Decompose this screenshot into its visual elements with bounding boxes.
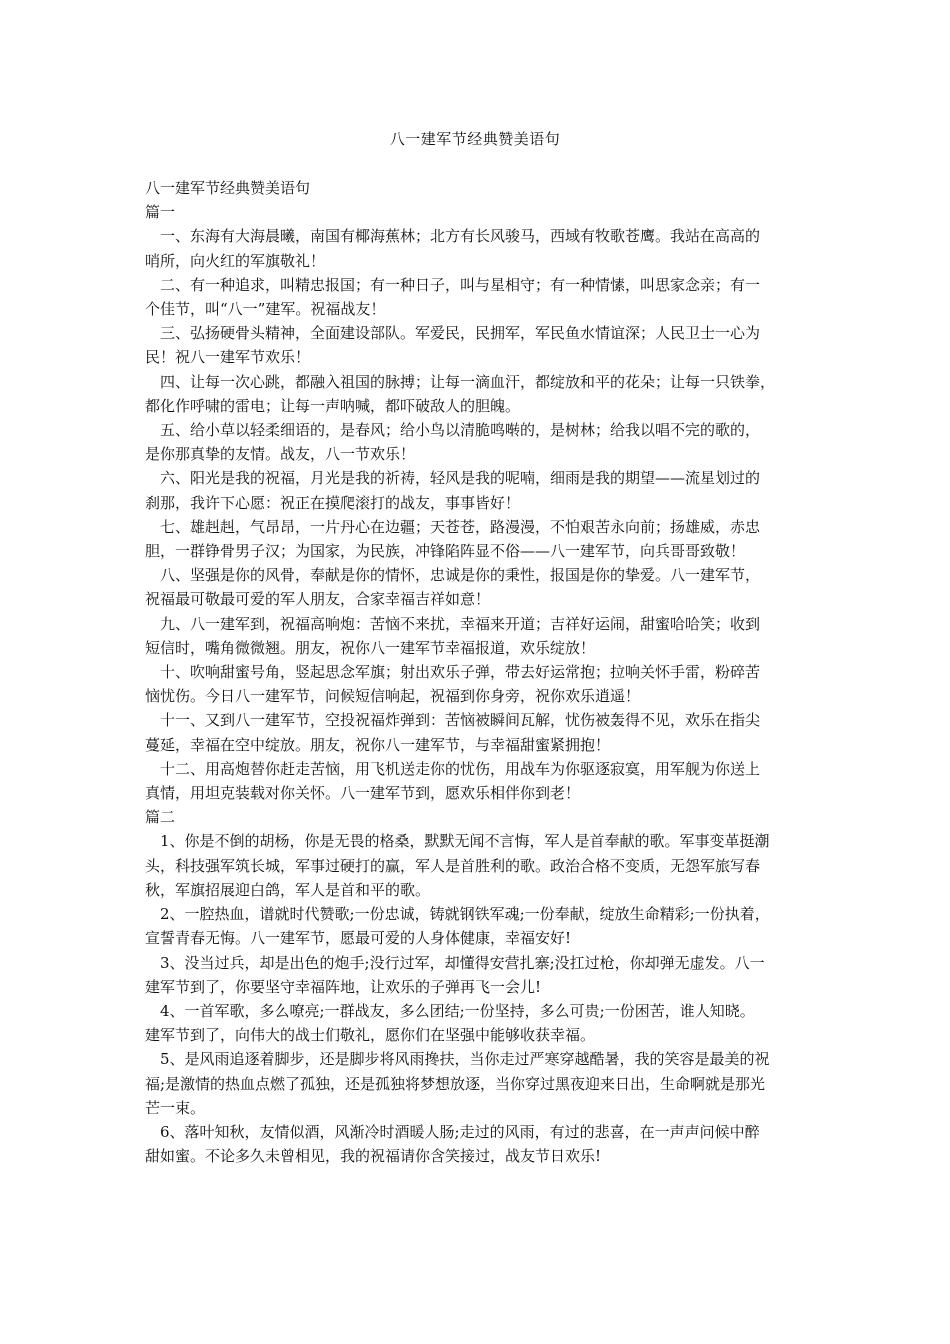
paragraph-line: 四、让每一次心跳，都融入祖国的脉搏；让每一滴血汗，都绽放和平的花朵；让每一只铁拳， [160, 372, 776, 391]
paragraph [145, 224, 805, 272]
paragraph-line: 蔓延，幸福在空中绽放。朋友，祝你八一建军节，与幸福甜蜜紧拥抱！ [145, 735, 611, 754]
paragraph [145, 370, 805, 418]
paragraph-line: 4、一首军歌，多么嘹亮;一群战友，多么团结;一份坚持，多么可贵;一份困苦，谁人知晓。 [160, 1001, 755, 1020]
paragraph-line: 九、八一建军到，祝福高响炮：苦恼不来扰，幸福来开道；吉祥好运闹，甜蜜哈哈笑；收到 [160, 614, 761, 633]
paragraph-line: 头，科技强军筑长城，军事过硬打的赢，军人是首胜利的歌。政治合格不变质，无怨军旅写春 [145, 856, 761, 875]
paragraph-line: 1、你是不倒的胡杨，你是无畏的格桑，默默无闻不言悔，军人是首奉献的歌。军事变革挺潮 [160, 832, 770, 851]
paragraph [145, 1047, 805, 1120]
section-heading: 篇二 [145, 808, 176, 827]
document-title: 八一建军节经典赞美语句 [389, 130, 561, 148]
paragraph [145, 757, 805, 805]
paragraph-line: 哨所，向火红的军旗敬礼！ [145, 251, 326, 270]
paragraph-line: 芒一束。 [145, 1098, 206, 1117]
paragraph-line: 十、吹响甜蜜号角，竖起思念军旗；射出欢乐子弹，带去好运常抱；拉响关怀手雷，粉碎苦 [160, 663, 761, 682]
paragraph-line: 祝福最可敬最可爱的军人朋友，合家幸福吉祥如意！ [145, 590, 491, 609]
paragraph-line: 6、落叶知秋，友情似酒，风渐冷时酒暖人肠;走过的风雨，有过的悲喜，在一声声问候中醉 [160, 1122, 760, 1141]
paragraph-line: 短信时，嘴角微微翘。朋友，祝你八一建军节幸福报道，欢乐绽放！ [145, 638, 596, 657]
paragraph-line: 六、阳光是我的祝福，月光是我的祈祷，轻风是我的呢喃，细雨是我的期望——流星划过的 [160, 469, 761, 488]
paragraph [145, 418, 805, 466]
paragraph-line: 福;是激情的热血点燃了孤独，还是孤独将梦想放逐，当你穿过黑夜迎来日出，生命啊就是那光 [145, 1074, 766, 1093]
paragraph-line: 刹那，我许下心愿：祝正在摸爬滚打的战友，事事皆好！ [145, 493, 521, 512]
paragraph-line: 二、有一种追求，叫精忠报国；有一种日子，叫与星相守；有一种情愫，叫思家念亲；有一 [160, 275, 761, 294]
paragraph-line: 甜如蜜。不论多久未曾相见，我的祝福请你含笑接过，战友节日欢乐! [145, 1147, 602, 1166]
paragraph-line: 民！祝八一建军节欢乐！ [145, 348, 311, 367]
paragraph [145, 829, 805, 902]
paragraph-line: 秋，军旗招展迎白鸽，军人是首和平的歌。 [145, 880, 431, 899]
paragraph-line: 真情，用坦克装载对你关怀。八一建军节到，愿欢乐相伴你到老！ [145, 784, 581, 803]
paragraph-line: 一、东海有大海晨曦，南国有椰海蕉林；北方有长风骏马，西域有牧歌苍鹰。我站在高高的 [160, 227, 761, 246]
paragraph-line: 十二、用高炮替你赶走苦恼，用飞机送走你的忧伤，用战车为你驱逐寂寞，用军舰为你送上 [160, 759, 761, 778]
section-heading: 篇一 [145, 203, 176, 222]
paragraph-line: 2、一腔热血，谱就时代赞歌;一份忠诚，铸就钢铁军魂;一份奉献，绽放生命精彩;一份执着， [160, 905, 770, 924]
paragraph-line: 都化作呼啸的雷电；让每一声呐喊，都吓破敌人的胆魄。 [145, 396, 521, 415]
document-subtitle: 八一建军节经典赞美语句 [145, 179, 311, 197]
paragraph [145, 1120, 805, 1168]
paragraph-line: 3、没当过兵，却是出色的炮手;没行过军，却懂得安营扎寨;没扛过枪，你却弹无虚发。八一 [160, 953, 765, 972]
paragraph-line: 八、坚强是你的风骨，奉献是你的情怀，忠诚是你的秉性，报国是你的挚爱。八一建军节， [160, 566, 761, 585]
paragraph-line: 胆，一群铮骨男子汉；为国家，为民族，冲锋陷阵显不俗——八一建军节，向兵哥哥致敬！ [145, 542, 746, 561]
paragraph [145, 563, 805, 611]
paragraph [145, 612, 805, 660]
paragraph-line: 建军节到了，你要坚守幸福阵地，让欢乐的子弹再飞一会儿! [145, 977, 542, 996]
paragraph-line: 恼忧伤。今日八一建军节，问候短信响起，祝福到你身旁，祝你欢乐逍遥！ [145, 687, 641, 706]
paragraph-line: 5、是风雨追逐着脚步，还是脚步将风雨搀扶，当你走过严寒穿越酷暑，我的笑容是最美的祝 [160, 1050, 770, 1069]
paragraph-line: 宣誓青春无悔。八一建军节，愿最可爱的人身体健康，幸福安好! [145, 929, 572, 948]
paragraph [145, 515, 805, 563]
paragraph [145, 273, 805, 321]
paragraph-line: 是你那真挚的友情。战友，八一节欢乐！ [145, 445, 416, 464]
paragraph [145, 660, 805, 708]
paragraph [145, 708, 805, 756]
paragraph-line: 七、雄赳赳，气昂昂，一片丹心在边疆；天苍苍，路漫漫，不怕艰苦永向前；扬雄威，赤忠 [160, 517, 761, 536]
paragraph-line: 建军节到了，向伟大的战士们敬礼，愿你们在坚强中能够收获幸福。 [145, 1026, 596, 1045]
paragraph [145, 999, 805, 1047]
paragraph-line: 十一、又到八一建军节，空投祝福炸弹到：苦恼被瞬间瓦解，忧伤被轰得不见，欢乐在指尖 [160, 711, 761, 730]
paragraph-line: 五、给小草以轻柔细语的，是春风；给小鸟以清脆鸣啭的，是树林；给我以唱不完的歌的， [160, 421, 761, 440]
paragraph [145, 321, 805, 369]
document-body [145, 176, 805, 1168]
paragraph-line: 三、弘扬硬骨头精神，全面建设部队。军爱民，民拥军，军民鱼水情谊深；人民卫士一心为 [160, 324, 761, 343]
paragraph-line: 个佳节，叫“八一”建军。祝福战友！ [145, 300, 386, 319]
paragraph [145, 902, 805, 950]
paragraph [145, 951, 805, 999]
paragraph [145, 466, 805, 514]
